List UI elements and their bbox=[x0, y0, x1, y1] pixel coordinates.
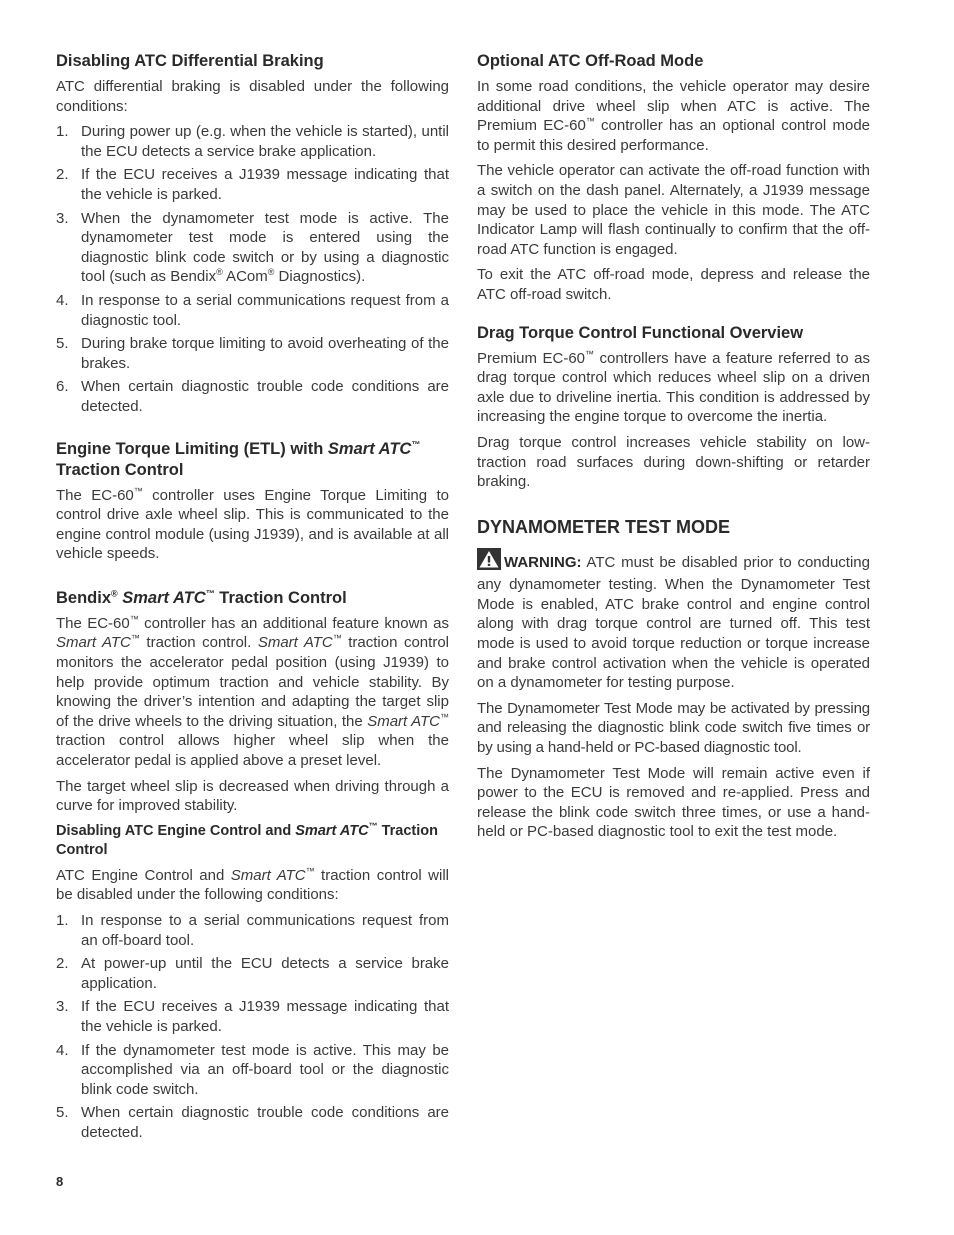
right-column bbox=[477, 51, 870, 848]
list-item-text: When the dynamometer test mode is active. The dynamometer test mode is entered using the diagnostic blink code switch or by using a diagnostic tool (such as Bendix bbox=[81, 209, 449, 286]
text-italic: Smart ATC bbox=[56, 634, 131, 652]
list-number: 6. bbox=[56, 378, 69, 396]
trademark: ™ bbox=[133, 485, 143, 496]
list-item bbox=[56, 291, 449, 330]
text-italic: Smart ATC bbox=[367, 712, 440, 730]
text: traction control allows higher wheel slip when the accelerator pedal is applied above a preset level. bbox=[56, 732, 449, 770]
page-number: 8 bbox=[56, 1174, 64, 1189]
warning-paragraph bbox=[477, 548, 870, 693]
paragraph: The Dynamometer Test Mode may be activated by pressing and releasing the diagnostic blink code switch five times or by using a hand-held or PC-based diagnostic tool. bbox=[477, 699, 870, 757]
heading-engine-torque-limiting bbox=[56, 439, 449, 481]
list-item bbox=[56, 1041, 449, 1100]
list-item-text: Diagnostics). bbox=[274, 268, 366, 286]
list-item bbox=[56, 954, 449, 993]
text: Premium EC-60 bbox=[477, 349, 586, 367]
text: The EC-60 bbox=[56, 614, 130, 632]
trademark: ™ bbox=[368, 820, 378, 831]
paragraph bbox=[477, 349, 870, 427]
list-number: 1. bbox=[56, 912, 69, 929]
registered-mark: ® bbox=[216, 267, 223, 278]
text: controller has an optional control mode to permit this desired performance. bbox=[477, 117, 870, 154]
list-item-text: ACom bbox=[222, 268, 268, 286]
heading-text: Disabling ATC Engine Control and bbox=[56, 822, 296, 839]
paragraph bbox=[56, 614, 449, 771]
text: traction control monitors the accelerator pedal position (using J1939) to help provide optimum traction and vehicle stability. By knowing the driver’s intention and adapting the target slip of the drive wheels to the driving situation, the bbox=[56, 634, 449, 730]
text-italic: Smart ATC bbox=[230, 866, 306, 884]
heading-disabling-atc-differential-braking: Disabling ATC Differential Braking bbox=[56, 52, 324, 70]
list-item-text: At power-up until the ECU detects a service brake application. bbox=[81, 955, 449, 992]
list-item-text: When certain diagnostic trouble code conditions are detected. bbox=[81, 378, 449, 415]
paragraph bbox=[477, 77, 870, 155]
list-item bbox=[56, 334, 449, 373]
list-item-text: If the dynamometer test mode is active. This may be accomplished via an off-board tool or the diagnostic blink code switch. bbox=[81, 1041, 449, 1098]
list-item bbox=[56, 377, 449, 416]
list-item bbox=[56, 997, 449, 1036]
trademark: ™ bbox=[411, 439, 421, 449]
spacer bbox=[477, 498, 870, 516]
heading-text-italic: Smart ATC bbox=[122, 588, 206, 607]
list-item-text: If the ECU receives a J1939 message indicating that the vehicle is parked. bbox=[81, 998, 449, 1035]
list-item-text: During power up (e.g. when the vehicle is started), until the ECU detects a service brake application. bbox=[81, 123, 449, 160]
list-item-text: If the ECU receives a J1939 message indicating that the vehicle is parked. bbox=[81, 166, 449, 203]
spacer bbox=[56, 570, 449, 588]
heading-dynamometer-test-mode: DYNAMOMETER TEST MODE bbox=[477, 516, 731, 537]
trademark: ™ bbox=[130, 633, 140, 644]
trademark: ™ bbox=[129, 613, 139, 624]
warning-icon bbox=[477, 548, 501, 576]
text: controller has an additional feature known as bbox=[138, 614, 449, 632]
list-item bbox=[56, 165, 449, 204]
list-item bbox=[56, 209, 449, 287]
text-italic: Smart ATC bbox=[257, 634, 333, 652]
registered-mark: ® bbox=[267, 267, 275, 278]
list-number: 1. bbox=[56, 123, 69, 141]
paragraph bbox=[56, 866, 449, 905]
list-item-text: In response to a serial communications request from an off-board tool. bbox=[81, 912, 449, 949]
list-number: 2. bbox=[56, 166, 69, 184]
text: In some road conditions, the vehicle operator may desire additional drive wheel slip when ATC is active. The Premium EC-60 bbox=[477, 78, 870, 135]
list-number: 4. bbox=[56, 291, 69, 309]
heading-text: Traction Control bbox=[56, 822, 439, 859]
list-number: 5. bbox=[56, 1104, 69, 1122]
heading-text: Bendix bbox=[56, 588, 112, 607]
trademark: ™ bbox=[585, 348, 595, 359]
trademark: ™ bbox=[440, 711, 449, 722]
spacer bbox=[56, 421, 449, 439]
paragraph: The target wheel slip is decreased when driving through a curve for improved stability. bbox=[56, 777, 449, 815]
list-number: 2. bbox=[56, 955, 69, 973]
list-item-text: During brake torque limiting to avoid overheating of the brakes. bbox=[81, 335, 449, 372]
trademark: ™ bbox=[585, 116, 595, 127]
heading-optional-atc-off-road-mode: Optional ATC Off-Road Mode bbox=[477, 52, 704, 70]
list-item bbox=[56, 911, 449, 950]
paragraph: The Dynamometer Test Mode will remain active even if power to the ECU is removed and re-applied. Press and release the blink code switch three times, or use a hand-held or PC-based diagnostic tool to exit the test mode. bbox=[477, 764, 870, 841]
heading-text: Traction Control bbox=[214, 588, 347, 607]
list-number: 5. bbox=[56, 335, 69, 353]
trademark: ™ bbox=[332, 633, 342, 644]
spacer bbox=[477, 311, 870, 323]
list-item bbox=[56, 1103, 449, 1142]
list-number: 4. bbox=[56, 1041, 69, 1059]
warning-text: ATC must be disabled prior to conducting any dynamometer testing. When the Dynamometer Test Mode is enabled, ATC brake control and engine control along with drag torque control are turned off. This test mode is used to avoid torque reduction or torque increase and brake control activation when the vehicle is operated on a dynamometer for testing purpose. bbox=[477, 553, 870, 692]
text: The EC-60 bbox=[56, 486, 134, 504]
trademark: ™ bbox=[305, 865, 315, 876]
list-item bbox=[56, 122, 449, 161]
text: traction control. bbox=[139, 634, 258, 652]
paragraph: ATC differential braking is disabled under the following conditions: bbox=[56, 78, 449, 115]
heading-text-italic: Smart ATC bbox=[295, 822, 369, 839]
registered-mark: ® bbox=[111, 588, 118, 599]
heading-text: Engine Torque Limiting (ETL) with bbox=[56, 439, 328, 458]
paragraph: The vehicle operator can activate the off-road function with a switch on the dash panel. Alternately, a J1939 message may be used to place the vehicle in this mode. The ATC Indicator Lamp will flash continually to confirm that the off-road ATC function is engaged. bbox=[477, 162, 870, 258]
list-item-text: When certain diagnostic trouble code conditions are detected. bbox=[81, 1104, 449, 1141]
list-engine-control-conditions bbox=[56, 911, 449, 1143]
trademark: ™ bbox=[205, 588, 215, 599]
list-number: 3. bbox=[56, 998, 69, 1016]
list-differential-braking-conditions bbox=[56, 122, 449, 416]
list-number: 3. bbox=[56, 209, 69, 227]
text: ATC Engine Control and bbox=[56, 866, 231, 884]
list-item-text: In response to a serial communications request from a diagnostic tool. bbox=[81, 291, 449, 329]
text: controllers have a feature referred to as drag torque control which reduces wheel slip on a driven axle due to driveline inertia. This condition is addressed by increasing the engine torque to overcome the inertia. bbox=[477, 349, 870, 426]
heading-bendix-smart-atc bbox=[56, 588, 449, 609]
warning-label: WARNING: bbox=[504, 553, 582, 571]
heading-text: Traction Control bbox=[56, 460, 184, 479]
text: controller uses Engine Torque Limiting to control drive axle wheel slip. This is communicated to the engine control module (using J1939), and is available at all vehicle speeds. bbox=[56, 486, 449, 563]
paragraph: Drag torque control increases vehicle stability on low-traction road surfaces during down-shifting or retarder braking. bbox=[477, 433, 870, 491]
paragraph: To exit the ATC off-road mode, depress and release the ATC off-road switch. bbox=[477, 266, 870, 303]
text: traction control will be disabled under the following conditions: bbox=[56, 866, 449, 904]
paragraph bbox=[56, 486, 449, 564]
left-column bbox=[56, 51, 449, 1147]
heading-drag-torque-control: Drag Torque Control Functional Overview bbox=[477, 323, 804, 342]
heading-disabling-atc-engine-control bbox=[56, 822, 449, 861]
heading-text-italic: Smart ATC bbox=[327, 439, 412, 458]
